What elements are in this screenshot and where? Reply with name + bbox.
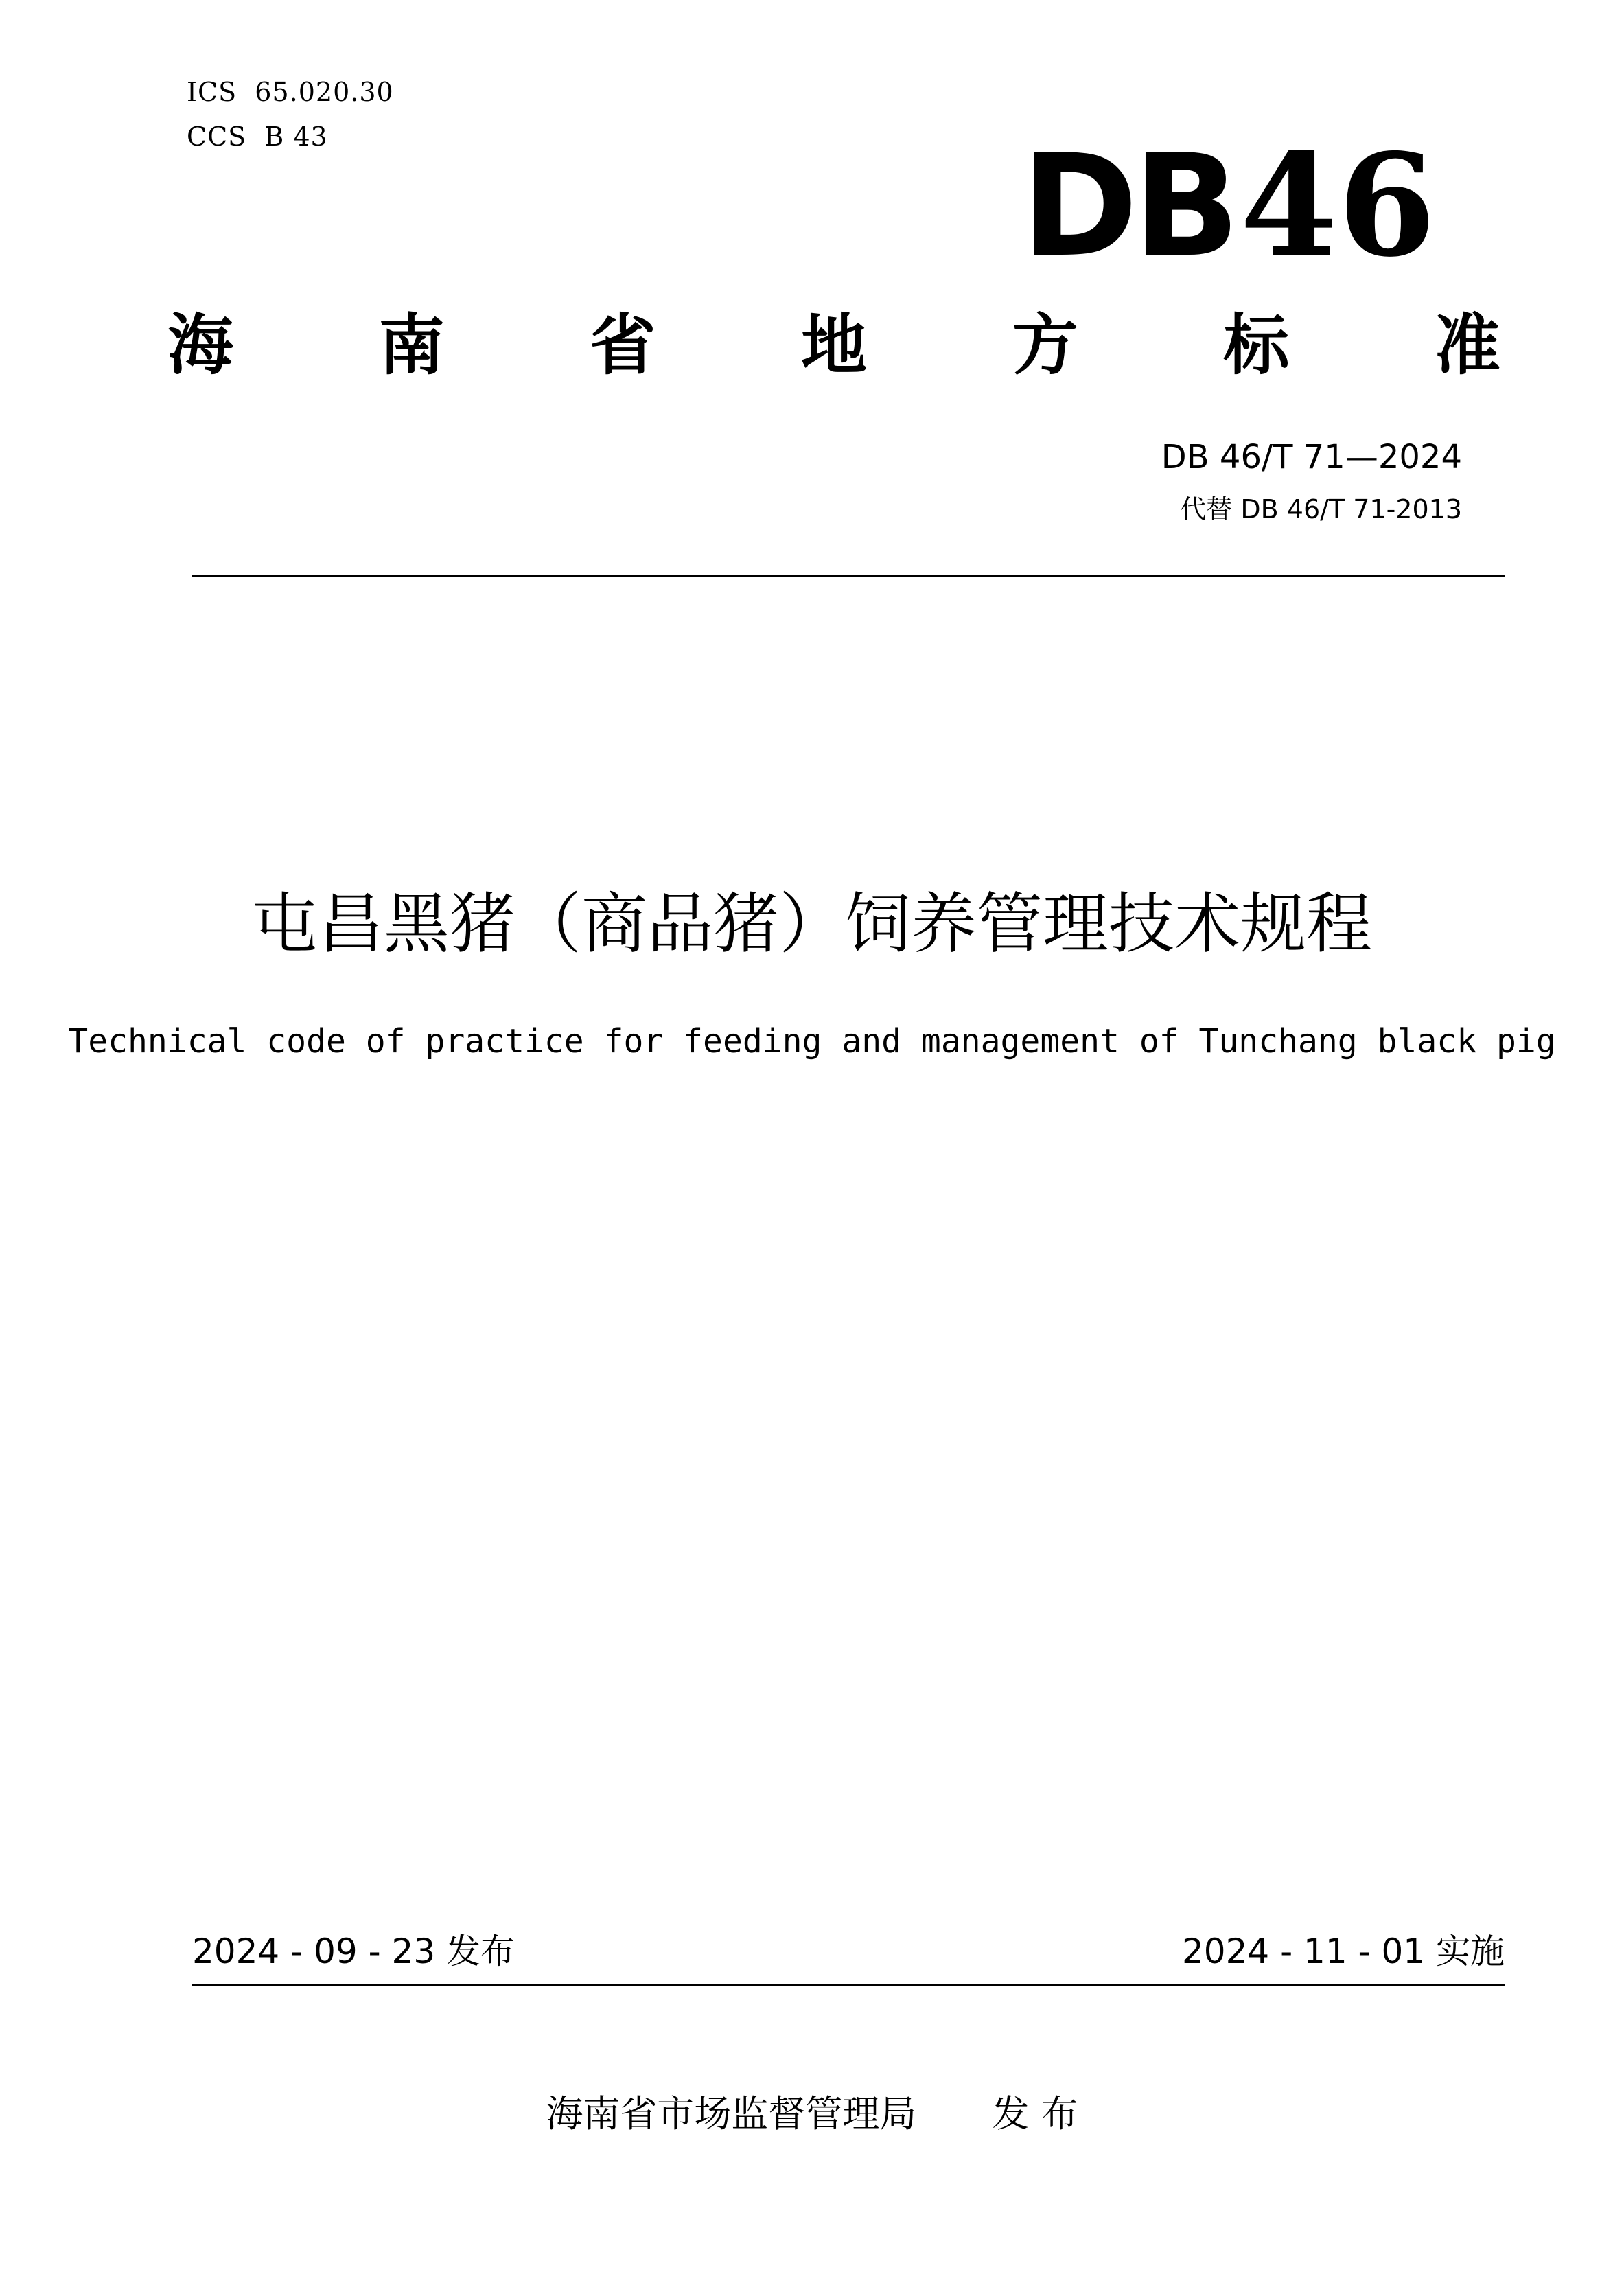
logo-digits: 46: [1240, 124, 1436, 288]
standard-type-char: 地: [800, 307, 867, 384]
replaces-note: 代替 DB 46/T 71-2013: [1180, 494, 1462, 524]
standard-type-heading: [165, 307, 1503, 384]
standard-type-char: 海: [167, 307, 233, 384]
standard-number: DB 46/T 71—2024: [1161, 438, 1462, 476]
db46-logo: [1021, 124, 1436, 288]
standard-type-char: 方: [1012, 307, 1078, 384]
ics-code: ICS 65.020.30: [187, 77, 394, 107]
publisher-name: 海南省市场监督管理局: [546, 2092, 917, 2135]
bottom-divider: [192, 1984, 1505, 1986]
publisher-line: [0, 2092, 1624, 2135]
issue-date: 2024 - 09 - 23 发布: [192, 1932, 515, 1971]
publish-action: 发 布: [992, 2092, 1078, 2135]
ccs-code: CCS B 43: [187, 121, 328, 152]
document-title-chinese: 屯昌黑猪（商品猪）饲养管理技术规程: [252, 885, 1372, 962]
standard-type-char: 省: [590, 307, 656, 384]
document-title-english: Technical code of practice for feeding and management of Tunchang black pig: [68, 1022, 1556, 1060]
top-divider: [192, 575, 1505, 577]
standard-type-char: 南: [378, 307, 445, 384]
standard-type-char: 准: [1434, 307, 1500, 384]
implementation-date: 2024 - 11 - 01 实施: [1181, 1932, 1505, 1971]
logo-letters: DB: [1021, 125, 1235, 288]
standard-type-char: 标: [1223, 307, 1290, 384]
